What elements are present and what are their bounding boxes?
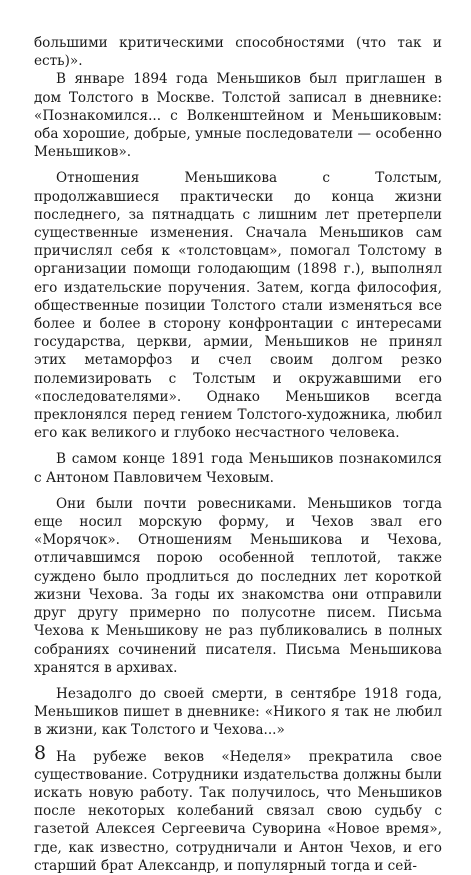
paragraph-diary-1918: Незадолго до своей смерти, в сентябре 1918 года, Меньшиков пишет в дневнике: «Никого я так не любил в жизни, как Толстого и Чехова...» <box>34 685 442 739</box>
paragraph-meets-chekhov: В самом конце 1891 года Меньшиков познакомился с Антоном Павловичем Чеховым. <box>34 451 442 486</box>
page-number: 8 <box>34 742 47 764</box>
paragraph-nedelya-ends: На рубеже веков «Неделя» прекратила свое существование. Сотрудники издательства должны были искать новую работу. Так получилось, что Меньшиков после некоторых колебаний связал свою судьбу с газетой Алексея Сергеевича Суворина «Новое время», где, как известно, сотрудничали и Антон Чехов, и его старший брат Александр, и популярный тогда и сей- <box>34 748 442 874</box>
paragraph-relations-tolstoy: Отношения Меньшикова с Толстым, продолжавшиеся практически до конца жизни последнего, за пятнадцать с лишним лет претерпели существенные изменения. Сначала Меньшиков сам причислял себя к «толстовцам», помогал Толстому в организации помощи голодающим (1898 г.), выполнял его издательские поручения. Затем, когда философия, общественные позиции Толстого стали изменяться все более и более в сторону конфронтации с интересами государства, церкви, армии, Меньшиков не принял этих метаморфоз и счел своим долгом резко полемизировать с Толстым и окружавшими его «последователями». Однако Меньшиков всегда преклонялся перед гением Толстого-художника, любил его как великого и глубоко несчастного человека. <box>34 170 442 442</box>
paragraph-chekhov-friendship: Они были почти ровесниками. Меньшиков тогда еще носил морскую форму, и Чехов звал его «Морячок». Отношениям Меньшикова и Чехова, отличавшимся порою особенной теплотой, также суждено было продлиться до последних лет короткой жизни Чехова. За годы их знакомства они отправили друг другу примерно по полусотне писем. Письма Чехова к Меньшикову не раз публиковались в полных собраниях сочинений писателя. Письма Меньшикова хранятся в архивах. <box>34 495 442 676</box>
paragraph-continuation: большими критическими способностями (что так и есть)». <box>34 35 442 70</box>
paragraph-visit-1894: В январе 1894 года Меньшиков был приглашен в дом Толстого в Москве. Толстой записал в дневнике: «Познакомился... с Волкенштейном и Меньшиковым: оба хорошие, добрые, умные последователи — особенно Меньшиков». <box>34 71 442 161</box>
page-body <box>34 34 442 875</box>
